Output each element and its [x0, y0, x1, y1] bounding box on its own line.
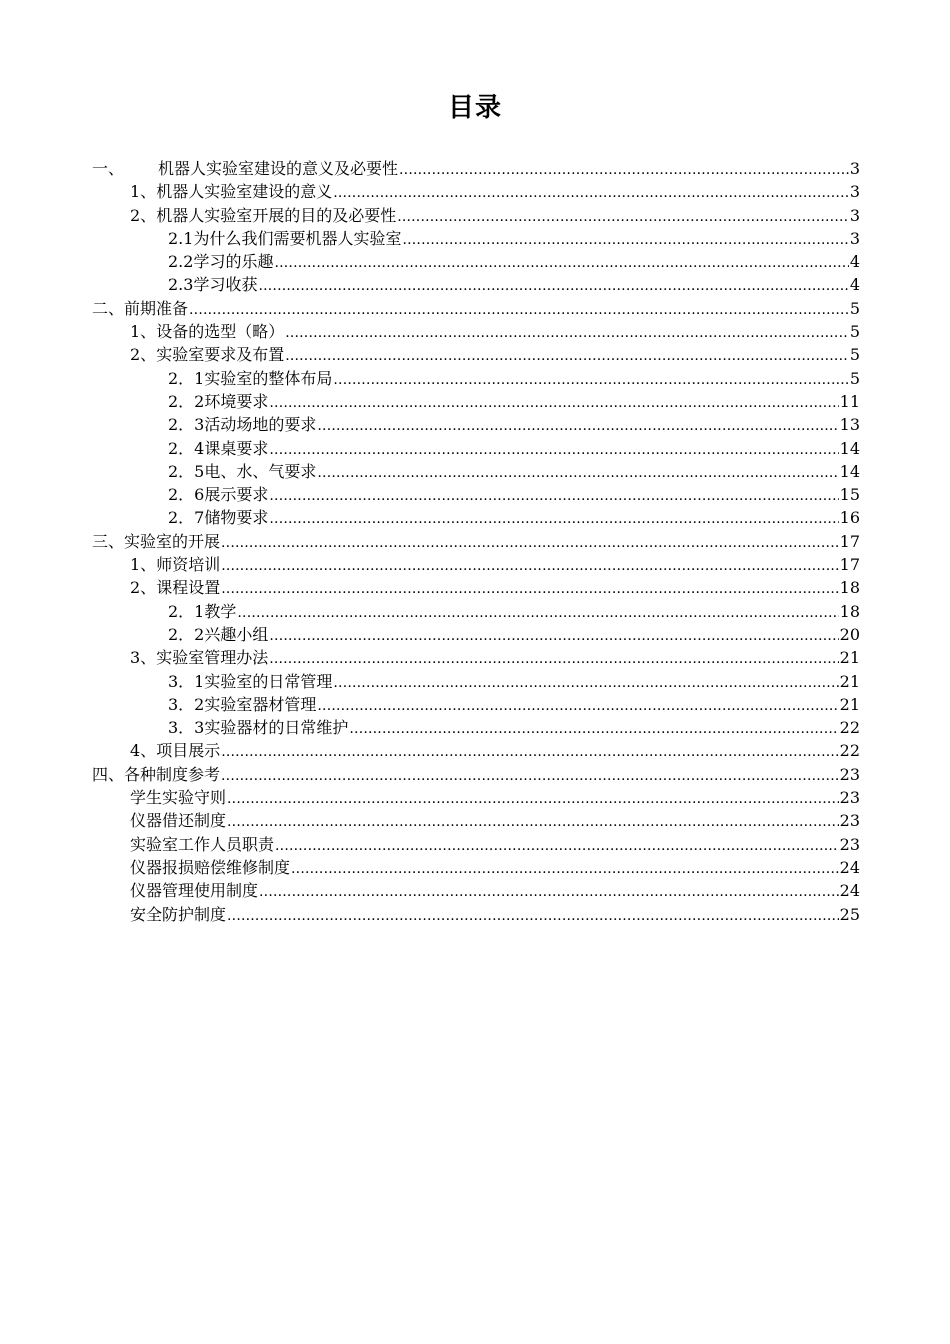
toc-entry-number: 1、	[130, 182, 157, 202]
toc-entry[interactable]	[92, 204, 860, 227]
toc-entry-page-number: 23	[839, 788, 860, 808]
toc-entry-title: 实验室的日常管理	[204, 671, 333, 691]
toc-entry-title: 机器人实验室开展的目的及必要性	[156, 205, 397, 225]
toc-entry-number: 3．2	[168, 694, 205, 714]
toc-entry-page-number: 23	[839, 834, 860, 854]
toc-entry-page-number: 22	[839, 741, 860, 761]
toc-entry[interactable]	[92, 716, 860, 739]
toc-dot-leader	[258, 275, 848, 296]
toc-entry-number: 3、	[130, 648, 157, 668]
toc-dot-leader	[269, 439, 838, 460]
toc-entry-page-number: 4	[849, 252, 860, 272]
toc-entry-number: 4、	[130, 741, 157, 761]
toc-entry-page-number: 23	[839, 764, 860, 784]
toc-entry-title: 环境要求	[204, 391, 269, 411]
toc-entry-page-number: 22	[839, 718, 860, 738]
toc-entry-title: 学习收获	[193, 275, 258, 295]
toc-dot-leader	[269, 625, 838, 646]
toc-entry-page-number: 20	[839, 624, 860, 644]
toc-entry-title: 实验室要求及布置	[156, 345, 285, 365]
toc-entry-number: 2．7	[168, 508, 205, 528]
toc-entry[interactable]	[92, 530, 860, 553]
toc-entry[interactable]	[92, 576, 860, 599]
toc-entry-number: 3．1	[168, 671, 205, 691]
toc-entry[interactable]	[92, 879, 860, 902]
toc-entry-number: 2.3	[168, 275, 194, 295]
toc-entry[interactable]	[92, 553, 860, 576]
toc-dot-leader	[397, 206, 849, 227]
toc-dot-leader	[221, 765, 839, 786]
toc-dot-leader	[227, 811, 839, 832]
toc-entry-number: 1、	[130, 322, 157, 342]
toc-entry[interactable]	[92, 623, 860, 646]
toc-dot-leader	[317, 415, 838, 436]
toc-entry-page-number: 5	[849, 298, 860, 318]
toc-entry-page-number: 3	[849, 205, 860, 225]
toc-dot-leader	[333, 672, 838, 693]
toc-entry-title: 课程设置	[156, 578, 221, 598]
toc-entry-page-number: 24	[839, 857, 860, 877]
toc-entry-page-number: 21	[839, 671, 860, 691]
toc-entry[interactable]	[92, 390, 860, 413]
toc-entry[interactable]	[92, 460, 860, 483]
toc-entry[interactable]	[92, 600, 860, 623]
toc-entry-number: 四、	[92, 764, 125, 784]
toc-entry-page-number: 18	[839, 601, 860, 621]
toc-entry-number: 1、	[130, 555, 157, 575]
toc-entry-title: 实验室的开展	[124, 531, 221, 551]
toc-entry-number: 2．2	[168, 624, 205, 644]
toc-entry-number: 2．2	[168, 391, 205, 411]
toc-entry-title: 实验室的整体布局	[204, 368, 333, 388]
toc-entry-page-number: 3	[849, 228, 860, 248]
toc-entry[interactable]	[92, 227, 860, 250]
toc-entry-page-number: 11	[839, 391, 860, 411]
toc-dot-leader	[333, 369, 848, 390]
toc-entry[interactable]	[92, 693, 860, 716]
toc-dot-leader	[269, 392, 838, 413]
toc-entry[interactable]	[92, 273, 860, 296]
toc-entry-title: 仪器管理使用制度	[130, 881, 259, 901]
toc-entry-number: 3．3	[168, 718, 205, 738]
toc-entry-title: 电、水、气要求	[204, 461, 317, 481]
toc-entry[interactable]	[92, 646, 860, 669]
toc-entry-page-number: 17	[839, 531, 860, 551]
toc-dot-leader	[399, 159, 849, 180]
toc-entry-number: 2.1	[168, 228, 194, 248]
toc-entry-title: 课桌要求	[204, 438, 269, 458]
toc-entry-number: 2．5	[168, 461, 205, 481]
toc-entry-page-number: 3	[849, 182, 860, 202]
toc-entry-number: 2．3	[168, 415, 205, 435]
toc-dot-leader	[189, 299, 849, 320]
toc-entry[interactable]	[92, 157, 860, 180]
toc-entry[interactable]	[92, 786, 860, 809]
toc-entry[interactable]	[92, 297, 860, 320]
toc-entry-title: 仪器借还制度	[130, 811, 227, 831]
toc-title: 目录	[447, 93, 502, 123]
toc-entry-title: 教学	[204, 601, 237, 621]
toc-entry-page-number: 5	[849, 345, 860, 365]
toc-dot-leader	[285, 322, 849, 343]
table-of-contents	[92, 157, 860, 926]
toc-dot-leader	[317, 695, 838, 716]
toc-entry-number: 2．1	[168, 368, 205, 388]
toc-entry-page-number: 21	[839, 648, 860, 668]
toc-entry[interactable]	[92, 180, 860, 203]
toc-entry-number: 2、	[130, 345, 157, 365]
toc-entry[interactable]	[92, 670, 860, 693]
toc-entry-title: 兴趣小组	[204, 624, 269, 644]
toc-entry-number: 2.2	[168, 252, 194, 272]
toc-dot-leader	[259, 881, 839, 902]
toc-entry-title: 机器人实验室建设的意义	[156, 182, 333, 202]
toc-entry[interactable]	[92, 809, 860, 832]
toc-entry-title: 实验器材的日常维护	[204, 718, 349, 738]
toc-dot-leader	[227, 905, 839, 926]
toc-dot-leader	[221, 741, 838, 762]
toc-entry-page-number: 15	[839, 485, 860, 505]
toc-dot-leader	[221, 578, 838, 599]
toc-entry-number: 2、	[130, 205, 157, 225]
toc-entry-title: 设备的选型（略）	[156, 322, 285, 342]
toc-dot-leader	[269, 508, 838, 529]
toc-entry[interactable]	[92, 739, 860, 762]
toc-entry[interactable]	[92, 413, 860, 436]
toc-entry-title: 学习的乐趣	[193, 252, 274, 272]
toc-entry-page-number: 5	[849, 322, 860, 342]
toc-entry-title: 活动场地的要求	[204, 415, 317, 435]
toc-entry-title: 为什么我们需要机器人实验室	[193, 228, 402, 248]
toc-entry[interactable]	[92, 483, 860, 506]
toc-entry-title: 学生实验守则	[130, 788, 227, 808]
toc-entry-page-number: 21	[839, 694, 860, 714]
toc-dot-leader	[269, 485, 838, 506]
toc-dot-leader	[275, 835, 839, 856]
toc-entry-title: 师资培训	[156, 555, 221, 575]
toc-entry[interactable]	[92, 367, 860, 390]
toc-entry-title: 各种制度参考	[124, 764, 221, 784]
toc-entry-number: 二、	[92, 298, 125, 318]
toc-dot-leader	[227, 788, 839, 809]
toc-entry-title: 仪器报损赔偿维修制度	[130, 857, 291, 877]
toc-entry[interactable]	[92, 903, 860, 926]
toc-entry-title: 安全防护制度	[130, 904, 227, 924]
toc-entry-title: 项目展示	[156, 741, 221, 761]
toc-entry-number: 三、	[92, 531, 125, 551]
toc-entry-page-number: 4	[849, 275, 860, 295]
toc-entry-page-number: 14	[839, 438, 860, 458]
toc-entry[interactable]	[92, 856, 860, 879]
toc-entry-page-number: 23	[839, 811, 860, 831]
toc-entry-title: 机器人实验室建设的意义及必要性	[158, 159, 399, 178]
toc-entry-number: 2．4	[168, 438, 205, 458]
toc-dot-leader	[333, 182, 849, 203]
toc-entry[interactable]	[92, 506, 860, 529]
toc-entry[interactable]	[92, 343, 860, 366]
toc-dot-leader	[269, 648, 838, 669]
toc-entry[interactable]	[92, 763, 860, 786]
toc-entry-title: 实验室管理办法	[156, 648, 269, 668]
toc-dot-leader	[237, 602, 838, 623]
toc-dot-leader	[285, 345, 849, 366]
toc-entry-page-number: 24	[839, 881, 860, 901]
toc-entry-page-number: 25	[839, 904, 860, 924]
toc-entry-page-number: 18	[839, 578, 860, 598]
toc-dot-leader	[402, 229, 848, 250]
toc-entry-page-number: 3	[849, 159, 860, 178]
toc-entry-number: 一、	[92, 159, 125, 178]
toc-dot-leader	[317, 462, 838, 483]
toc-dot-leader	[221, 532, 839, 553]
toc-entry-title: 前期准备	[124, 298, 189, 318]
toc-entry-page-number: 14	[839, 461, 860, 481]
toc-entry-title: 实验室器材管理	[204, 694, 317, 714]
toc-entry[interactable]	[92, 250, 860, 273]
toc-entry[interactable]	[92, 320, 860, 343]
toc-entry-title: 实验室工作人员职责	[130, 834, 275, 854]
toc-dot-leader	[274, 252, 848, 273]
toc-dot-leader	[221, 555, 838, 576]
toc-entry-page-number: 16	[839, 508, 860, 528]
toc-entry-title: 储物要求	[204, 508, 269, 528]
toc-entry-page-number: 17	[839, 555, 860, 575]
toc-entry-number: 2．1	[168, 601, 205, 621]
toc-entry-page-number: 13	[839, 415, 860, 435]
toc-entry-page-number: 5	[849, 368, 860, 388]
toc-entry-number: 2、	[130, 578, 157, 598]
toc-entry-title: 展示要求	[204, 485, 269, 505]
toc-entry-number: 2．6	[168, 485, 205, 505]
toc-dot-leader	[349, 718, 838, 739]
toc-entry[interactable]	[92, 437, 860, 460]
toc-entry[interactable]	[92, 833, 860, 856]
toc-dot-leader	[291, 858, 839, 879]
